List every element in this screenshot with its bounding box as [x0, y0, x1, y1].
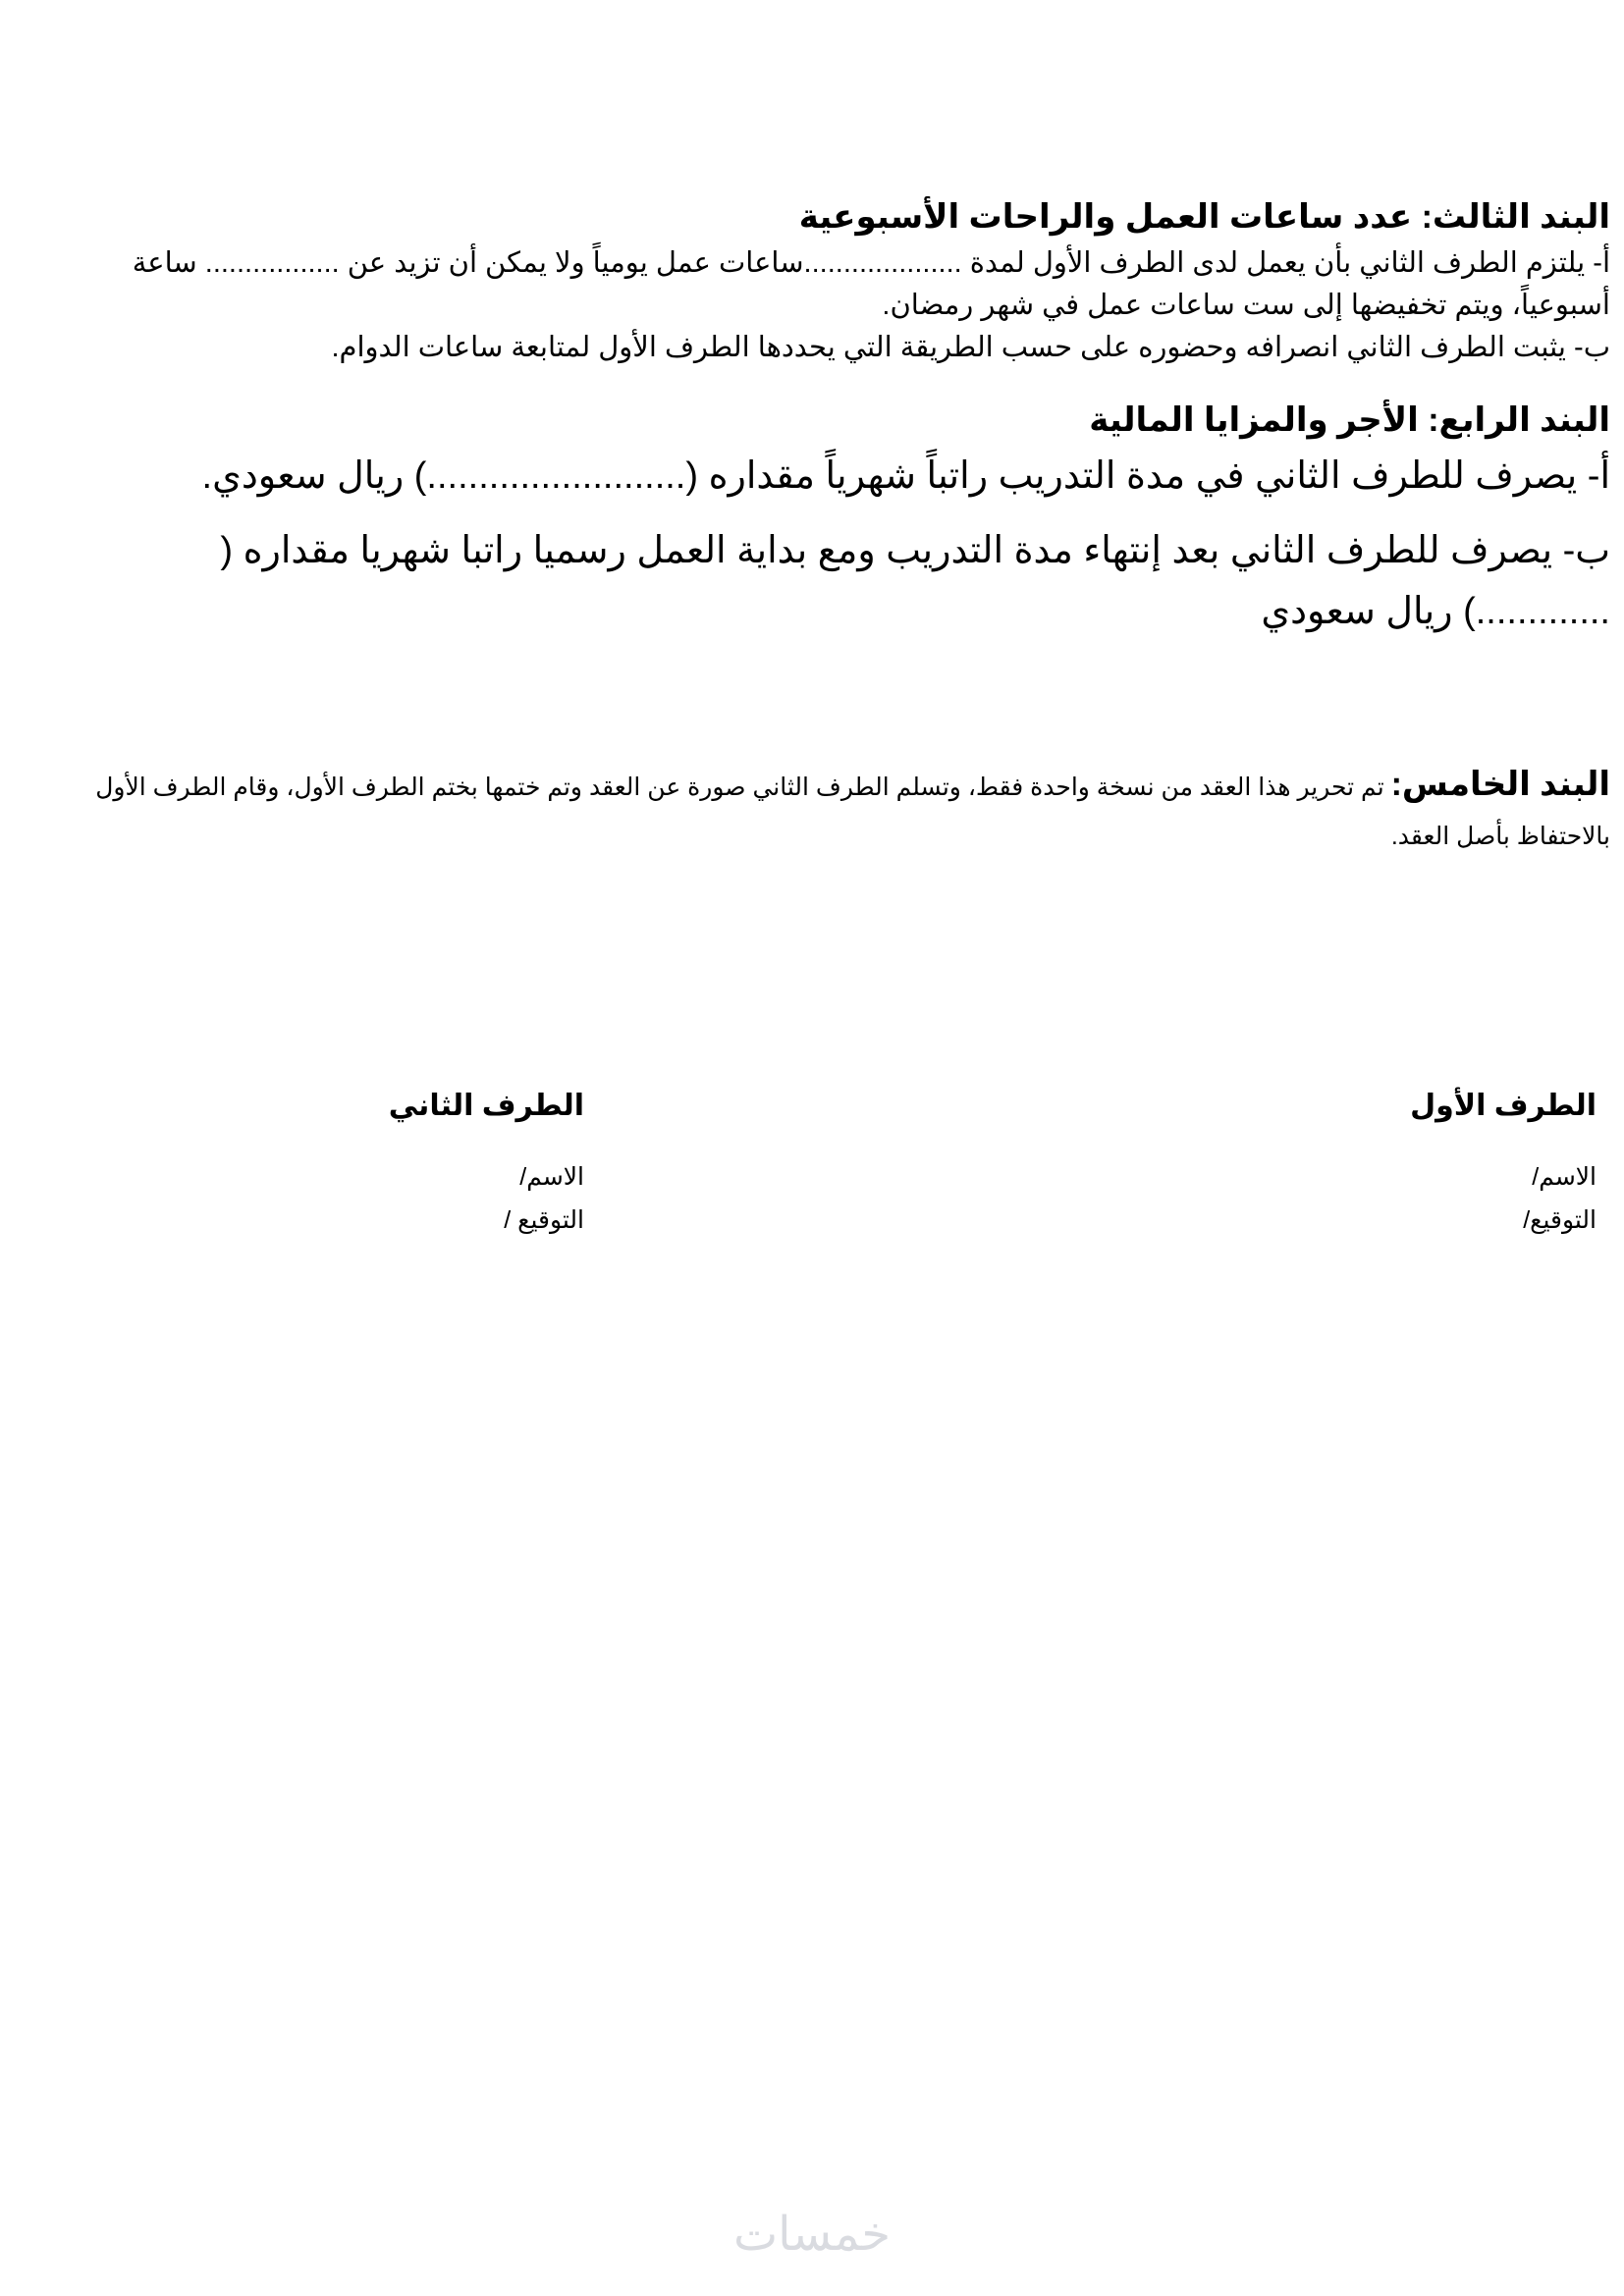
clause-three-title: عدد ساعات العمل والراحات الأسبوعية: [798, 198, 1413, 236]
second-party: [389, 1085, 584, 1242]
second-party-name-label: الاسم/: [519, 1163, 584, 1191]
clause-four-item-b: ب- يصرف للطرف الثاني بعد إنتهاء مدة التدريب ومع بداية العمل رسميا راتبا شهريا مقداره ( .............) ريال سعودي: [220, 530, 1610, 632]
clause-five: [69, 760, 1610, 861]
clause-three-heading: [69, 191, 1610, 242]
clause-five-paragraph: [69, 760, 1610, 861]
first-party-name-label: الاسم/: [1532, 1163, 1597, 1191]
first-party-title: الطرف الأول: [1410, 1090, 1597, 1122]
first-party-signature-label: التوقيع/: [1523, 1206, 1597, 1234]
clause-four-title: الأجر والمزايا المالية: [1089, 401, 1419, 439]
second-party-title: الطرف الثاني: [388, 1090, 584, 1122]
second-party-signature-label: التوقيع /: [504, 1206, 584, 1234]
clause-five-text: تم تحرير هذا العقد من نسخة واحدة فقط، وتسلم الطرف الثاني صورة عن العقد وتم ختمها بختم الطرف الأول، وقام الطرف الأول بالاحتفاظ بأصل العقد.: [95, 774, 1610, 850]
clause-three-item-a: أ- يلتزم الطرف الثاني بأن يعمل لدى الطرف الأول لمدة ....................ساعات عمل يومياً ولا يمكن أن تزيد عن ................. ساعة أسبوعياً، ويتم تخفيضها إلى ست ساعات عمل في شهر رمضان.: [132, 247, 1610, 321]
clause-three-item-b: ب- يثبت الطرف الثاني انصرافه وحضوره على حسب الطريقة التي يحددها الطرف الأول لمتابعة ساعات الدوام.: [331, 332, 1610, 363]
clause-five-label: البند الخامس:: [1390, 766, 1610, 803]
clause-three: [69, 191, 1610, 369]
watermark-logo: خمسات: [732, 2207, 892, 2262]
clause-four-label: البند الرابع:: [1428, 401, 1610, 439]
clause-four-item-a: أ- يصرف للطرف الثاني في مدة التدريب راتباً شهرياً مقداره (.........................) ريال سعودي.: [201, 455, 1610, 497]
clause-four-heading: [69, 395, 1610, 446]
clause-three-label: البند الثالث:: [1421, 198, 1610, 236]
contract-page: [69, 191, 1610, 861]
signature-block: [69, 1085, 1610, 1281]
first-party: [1410, 1085, 1597, 1242]
clause-four: [69, 395, 1610, 642]
